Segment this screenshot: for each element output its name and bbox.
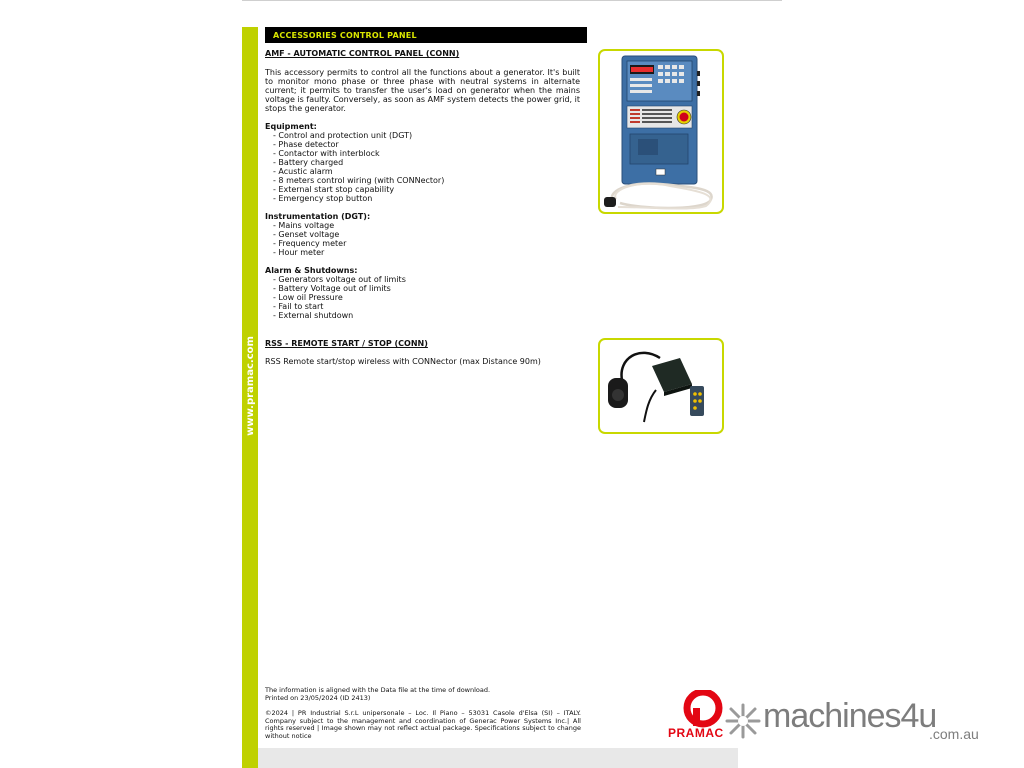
list-item: - External start stop capability: [273, 185, 395, 194]
equipment-list: [265, 131, 580, 203]
website-label: [242, 336, 258, 436]
amf-panel-image: [598, 49, 724, 214]
list-item: - Mains voltage: [273, 221, 335, 230]
footer-printed-date: Printed on 23/05/2024 (ID 2413): [265, 693, 371, 702]
rss-title: RSS - REMOTE START / STOP (CONN): [265, 339, 428, 348]
amf-title: AMF - AUTOMATIC CONTROL PANEL (CONN): [265, 49, 460, 58]
machines4u-logo-icon: [724, 702, 762, 740]
footer-legal: ©2024 | PR Industrial S.r.L unipersonale – Loc. Il Piano – 53031 Casole d'Elsa (SI) – ITALY. Company subject to the management and coordination of Generac Power Systems Inc.| All rights reserved | Image shown may not reflect actual package. Specifications subject to change without notice: [265, 709, 581, 740]
alarm-list: [265, 275, 580, 320]
list-item: - Generators voltage out of limits: [273, 275, 406, 284]
list-item: - Hour meter: [273, 248, 325, 257]
machines4u-wordmark: machines4u: [763, 697, 937, 735]
list-item: - Contactor with interblock: [273, 149, 380, 158]
list-item: - Frequency meter: [273, 239, 347, 248]
list-item: - External shutdown: [273, 311, 354, 320]
section-header-title: ACCESSORIES CONTROL PANEL: [273, 30, 417, 40]
footer-band: [258, 748, 738, 768]
list-item: - Acustic alarm: [273, 167, 333, 176]
list-item: - Emergency stop button: [273, 194, 373, 203]
amf-description: This accessory permits to control all the functions about a generator. It's built to monitor mono phase or three phase with neutral systems in alternate current; it permits to transfer the user's load on generator when the mains voltage is faulty. Conversely, as soon as AMF system detects the power grid, it stops the generator.: [265, 68, 580, 113]
pramac-wordmark: PRAMAC: [668, 726, 724, 740]
control-panel-illustration: [600, 51, 722, 212]
amf-section: [265, 49, 580, 320]
list-item: - Control and protection unit (DGT): [273, 131, 413, 140]
list-item: - Genset voltage: [273, 230, 340, 239]
rss-remote-image: [598, 338, 724, 434]
machines4u-domain: .com.au: [929, 726, 979, 742]
instrumentation-label: Instrumentation (DGT):: [265, 212, 371, 221]
list-item: - Battery Voltage out of limits: [273, 284, 391, 293]
equipment-label: Equipment:: [265, 122, 317, 131]
instrumentation-list: [265, 221, 580, 257]
top-divider: [242, 0, 782, 1]
website-text: www.pramac.com: [244, 336, 256, 436]
list-item: - Low oil Pressure: [273, 293, 343, 302]
list-item: - Battery charged: [273, 158, 344, 167]
list-item: - 8 meters control wiring (with CONNector): [273, 176, 445, 185]
alarm-label: Alarm & Shutdowns:: [265, 266, 358, 275]
rss-description: RSS Remote start/stop wireless with CONNector (max Distance 90m): [265, 357, 541, 366]
section-header: [265, 27, 587, 43]
footer-info: [265, 687, 581, 702]
list-item: - Phase detector: [273, 140, 339, 149]
rss-section: [265, 339, 580, 366]
footer-aligned-note: The information is aligned with the Data file at the time of download.: [265, 686, 491, 694]
remote-kit-illustration: [600, 340, 722, 432]
list-item: - Fail to start: [273, 302, 324, 311]
